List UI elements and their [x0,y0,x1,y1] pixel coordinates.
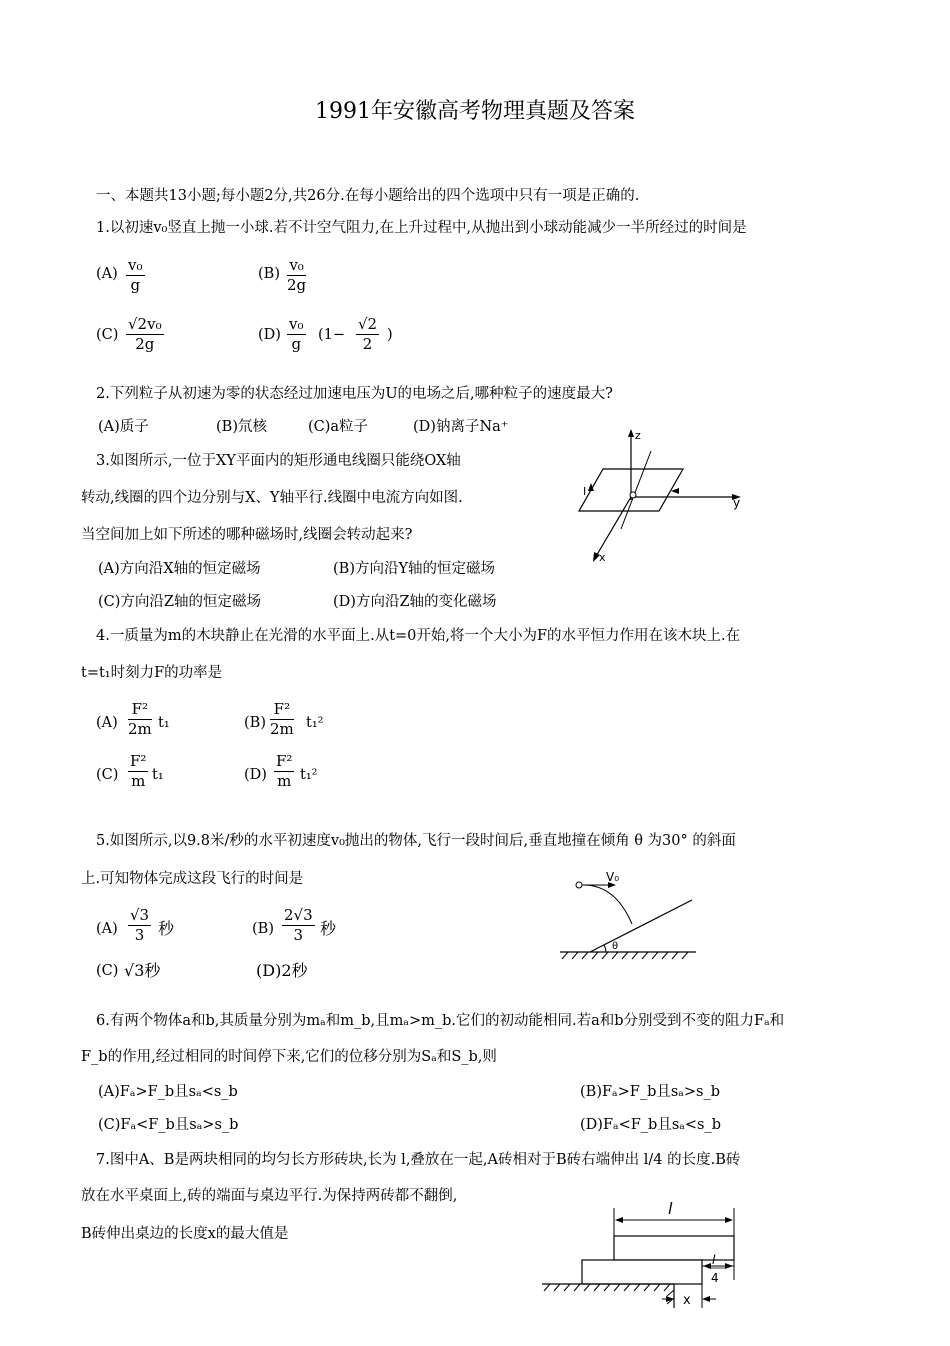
arrow-icon [725,1263,733,1269]
q4-option-a-fraction [128,700,152,739]
q5-option-b-unit: 秒 [320,919,337,938]
fraction-denominator: m [131,772,146,790]
q5-option-d: (D)2秒 [256,961,308,980]
q7-bricks-figure [538,1196,748,1314]
q4-line1: 4.一质量为m的木块静止在光滑的水平面上.从t=0开始,将一个大小为F的水平恒力作用在该木块上.在 [96,628,741,644]
arrow-icon [628,429,634,437]
q4-option-c-t: t₁ [152,767,164,783]
q4-line2: t=t₁时刻力F的功率是 [81,665,223,681]
q1-option-c-label: (C) [96,327,119,343]
fraction-denominator: m [277,772,292,790]
section-heading: 一、本题共13小题;每小题2分,共26分.在每小题给出的四个选项中只有一项是正确的. [96,188,640,204]
fraction-denominator: 2g [135,335,155,353]
q4-option-c-label: (C) [96,767,119,783]
q5-option-a-unit: 秒 [158,919,175,938]
current-label: I [583,485,587,498]
q1-option-c-fraction [126,315,164,354]
q4-option-b-fraction [270,700,294,739]
fraction-numerator: F² [273,700,291,718]
brick-a [614,1236,734,1260]
q4-option-c-fraction [128,752,148,791]
q4-option-a-label: (A) [96,715,118,731]
q1-option-d-fraction [287,315,306,354]
fraction-numerator: F² [130,752,147,770]
q5-option-b-fraction [282,906,315,945]
q6-option-c: (C)Fₐ<F_b且sₐ>s_b [98,1117,239,1133]
q6-option-b: (B)Fₐ>F_b且sₐ>s_b [580,1084,721,1100]
arrow-icon [725,1217,733,1223]
q7-line2: 放在水平桌面上,砖的端面与桌边平行.为保持两砖都不翻倒, [81,1188,458,1204]
quarter-denominator: 4 [711,1271,719,1285]
q3-option-b: (B)方向沿Y轴的恒定磁场 [333,561,496,577]
q7-line1: 7.图中A、B是两块相同的均匀长方形砖块,长为 l,叠放在一起,A砖相对于B砖右端伸出 l/4 的长度.B砖 [96,1152,741,1168]
q5-option-c-label: (C) [96,963,119,979]
q3-option-c: (C)方向沿Z轴的恒定磁场 [98,594,261,610]
fraction-numerator: 2√3 [284,906,313,924]
q2-option-c: (C)a粒子 [308,419,369,435]
q5-option-a-fraction [128,906,151,945]
incline-line [590,900,692,952]
ground-hatching [562,952,688,959]
q6-option-d: (D)Fₐ<F_b且sₐ<s_b [580,1117,721,1133]
arrow-icon [615,1217,623,1223]
length-label: l [668,1199,673,1218]
q2-option-b: (B)氘核 [216,419,267,435]
coil-axis-line [621,451,651,529]
q4-option-a-t: t₁ [158,715,170,731]
q3-option-a: (A)方向沿X轴的恒定磁场 [98,561,261,577]
q1-option-a-fraction [126,256,145,295]
q5-line2: 上.可知物体完成这段飞行的时间是 [81,871,304,887]
q3-line1: 3.如图所示,一位于XY平面内的矩形通电线圈只能绕OX轴 [96,453,461,469]
x-axis [595,497,631,558]
fraction-numerator: √3 [130,906,150,924]
fraction-numerator [126,315,164,334]
q5-option-a-label: (A) [96,921,118,937]
theta-label: θ [612,941,619,952]
origin-marker [630,492,636,498]
angle-arc [604,945,606,952]
table-hatching [544,1284,674,1304]
fraction-denominator: g [291,335,302,353]
q5-option-b-label: (B) [252,921,274,937]
quarter-numerator: l [712,1253,716,1267]
q5-line1: 5.如图所示,以9.8米/秒的水平初速度v₀抛出的物体,飞行一段时间后,垂直地撞在倾角 θ 为30° 的斜面 [96,833,736,849]
sqrt2: √2 [128,315,148,333]
fraction-numerator: √2 [358,315,378,333]
q1-option-b-label: (B) [258,266,280,282]
fraction-denominator: 2m [270,720,294,738]
q7-line3: B砖伸出桌边的长度x的最大值是 [81,1226,289,1242]
q5-incline-figure [560,862,700,962]
q1-option-b-fraction [287,256,306,295]
fraction-denominator: 2 [362,335,373,353]
q5-option-c-value: √3秒 [124,961,161,980]
fraction-denominator: 2g [287,276,307,294]
fraction-numerator: F² [131,700,149,718]
q2-option-a: (A)质子 [98,419,149,435]
v0: v₀ [147,315,162,333]
trajectory-curve [582,885,632,924]
q4-option-b-label: (B) [244,715,266,731]
q3-option-d: (D)方向沿Z轴的变化磁场 [333,594,497,610]
q1-option-d-label: (D) [258,327,281,343]
q2-option-d: (D)钠离子Na⁺ [413,419,509,435]
y-label: y [733,496,741,510]
fraction-denominator: 2m [128,720,152,738]
x-label: x [599,551,606,564]
brick-b [582,1260,702,1284]
z-label: z [635,429,641,442]
q1-option-d-paren: (1− [318,327,346,343]
q6-line2: F_b的作用,经过相同的时间停下来,它们的位移分别为Sₐ和S_b,则 [81,1049,497,1065]
q4-option-b-t: t₁² [306,715,324,731]
overhang-label: x [683,1293,691,1308]
q1-option-d-fraction2 [356,315,379,354]
q3-coordinate-figure [575,425,755,570]
q4-option-d-label: (D) [244,767,267,783]
fraction-denominator: 3 [293,926,304,944]
fraction-numerator: F² [276,752,293,770]
q6-option-a: (A)Fₐ>F_b且sₐ<s_b [98,1084,238,1100]
projectile-point [576,882,582,888]
q3-line2: 转动,线圈的四个边分别与X、Y轴平行.线圈中电流方向如图. [81,490,463,506]
q1-option-d-close: ) [387,327,393,343]
q1-option-a-label: (A) [96,266,118,282]
q1-stem: 1.以初速v₀竖直上抛一小球.若不计空气阻力,在上升过程中,从抛出到小球动能减少一半所经过的时间是 [96,220,747,236]
q6-line1: 6.有两个物体a和b,其质量分别为mₐ和m_b,且mₐ>m_b.它们的初动能相同.若a和b分别受到不变的阻力Fₐ和 [96,1013,785,1029]
arrow-icon [702,1296,710,1302]
fraction-denominator: g [130,276,141,294]
fraction-numerator: v₀ [289,315,304,333]
q2-stem: 2.下列粒子从初速为零的状态经过加速电压为U的电场之后,哪种粒子的速度最大? [96,386,613,402]
fraction-denominator: 3 [134,926,145,944]
velocity-label: V₀ [606,870,620,884]
q4-option-d-t: t₁² [300,767,318,783]
fraction-numerator: v₀ [128,256,143,274]
page-title: 1991年安徽高考物理真题及答案 [315,99,635,124]
q4-option-d-fraction [274,752,294,791]
fraction-numerator: v₀ [289,256,304,274]
q3-line3: 当空间加上如下所述的哪种磁场时,线圈会转动起来? [81,527,413,543]
